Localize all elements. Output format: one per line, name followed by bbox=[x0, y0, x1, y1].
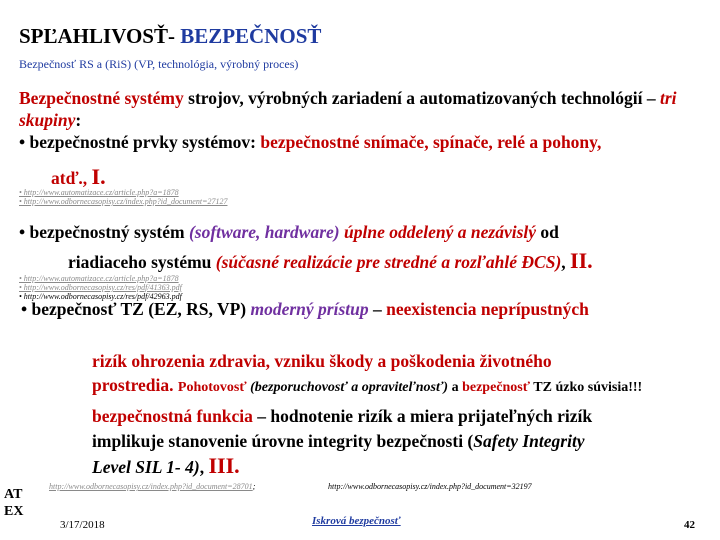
environment-text: prostredia. bbox=[92, 375, 178, 395]
systems-heading: Bezpečnostné systémy bbox=[19, 88, 184, 108]
safety-function-text: bezpečnostná funkcia bbox=[92, 406, 253, 426]
references-group-2 bbox=[19, 274, 182, 301]
modern-approach-text: moderný prístup bbox=[250, 299, 369, 319]
title-part-2: BEZPEČNOSŤ bbox=[180, 24, 322, 48]
integrity-line bbox=[92, 430, 585, 452]
subtitle: Bezpečnosť RS a (RiS) (VP, technológia, výrobný proces) bbox=[19, 57, 299, 71]
elements-list: bezpečnostné snímače, spínače, relé a pohony, bbox=[260, 132, 602, 152]
reference-link[interactable]: • http://www.automatizace.cz/article.php?a=1878 bbox=[19, 188, 179, 197]
bullet-elements: • bezpečnostné prvky systémov: bbox=[19, 132, 261, 152]
side-label-line: EX bbox=[4, 504, 24, 519]
safety-function-line bbox=[92, 405, 592, 427]
reference-link[interactable]: http://www.odbornecasopisy.cz/index.php?id_document=28701 bbox=[49, 482, 253, 491]
independent-text: úplne oddelený a nezávislý bbox=[339, 222, 537, 242]
paragraph-control-system bbox=[68, 250, 593, 273]
reference-link[interactable]: • http://www.automatizace.cz/article.php?a=1878 bbox=[19, 274, 179, 283]
etc-text: atď., bbox=[51, 168, 92, 188]
colon-text: : bbox=[75, 110, 82, 130]
integrity-text: implikuje stanovenie úrovne integrity bezpečnosti ( bbox=[92, 431, 474, 451]
and-text: a bbox=[448, 380, 463, 395]
reference-link[interactable]: http://www.odbornecasopisy.cz/index.php?id_document=32197 bbox=[328, 482, 532, 491]
reference-line-3 bbox=[49, 482, 255, 491]
availability-text: Pohotovosť bbox=[177, 380, 247, 395]
comma-text: , bbox=[561, 252, 571, 272]
three-groups-text: tri skupiny bbox=[19, 88, 677, 130]
environment-line bbox=[92, 374, 642, 399]
roman-three: III. bbox=[208, 453, 240, 478]
current-realizations-text: (súčasné realizácie pre stredné a rozľahlé ĐCS) bbox=[215, 252, 562, 272]
side-label bbox=[4, 486, 23, 520]
reference-link[interactable]: • http://www.odbornecasopisy.cz/res/pdf/42963.pdf bbox=[19, 292, 182, 301]
footer-link[interactable]: Iskrová bezpečnosť bbox=[312, 515, 401, 527]
sil-line bbox=[92, 455, 240, 478]
title-part-1: SPĽAHLIVOSŤ- bbox=[19, 24, 181, 48]
paragraph-modern-approach bbox=[21, 298, 711, 320]
comma-text: , bbox=[199, 457, 209, 477]
page-title bbox=[19, 24, 321, 49]
side-label-line: AT bbox=[4, 487, 23, 502]
roman-one: I. bbox=[91, 164, 106, 189]
non-existence-text: neexistencia neprípustných bbox=[386, 299, 589, 319]
group-one-line bbox=[51, 166, 106, 189]
references-group-1 bbox=[19, 188, 227, 206]
dash-text: – bbox=[368, 299, 387, 319]
reliability-text: (bezporuchovosť a opraviteľnosť) bbox=[246, 380, 449, 395]
systems-text: strojov, výrobných zariadení a automatizovaných technológií – bbox=[183, 88, 660, 108]
roman-two: II. bbox=[570, 248, 593, 273]
safety-system-text: • bezpečnostný systém bbox=[19, 222, 189, 242]
safety-word: bezpečnosť bbox=[462, 380, 531, 395]
from-text: od bbox=[536, 222, 559, 242]
paragraph-systems bbox=[19, 87, 709, 153]
reference-separator: ; bbox=[252, 482, 256, 491]
reference-link[interactable]: • http://www.odbornecasopisy.cz/index.php?id_document=27127 bbox=[19, 197, 228, 206]
safety-tz-text: • bezpečnosť TZ (EZ, RS, VP) bbox=[21, 299, 251, 319]
software-hardware-text: (software, hardware) bbox=[188, 222, 340, 242]
risks-line: rizík ohrozenia zdravia, vzniku škody a poškodenia životného bbox=[92, 351, 552, 371]
sil-text: Level SIL 1- 4) bbox=[92, 457, 200, 477]
date: 3/17/2018 bbox=[60, 519, 105, 531]
reference-line-3b bbox=[328, 482, 532, 491]
risk-evaluation-text: – hodnotenie rizík a miera prijateľných rizík bbox=[252, 406, 593, 426]
control-system-text: riadiaceho systému bbox=[68, 252, 216, 272]
reference-link[interactable]: • http://www.odbornecasopisy.cz/res/pdf/41363.pdf bbox=[19, 283, 182, 292]
safety-integrity-text: Safety Integrity bbox=[473, 431, 585, 451]
related-text: TZ úzko súvisia!!! bbox=[530, 380, 643, 395]
paragraph-safety-system bbox=[19, 221, 709, 243]
page-number: 42 bbox=[684, 519, 695, 531]
